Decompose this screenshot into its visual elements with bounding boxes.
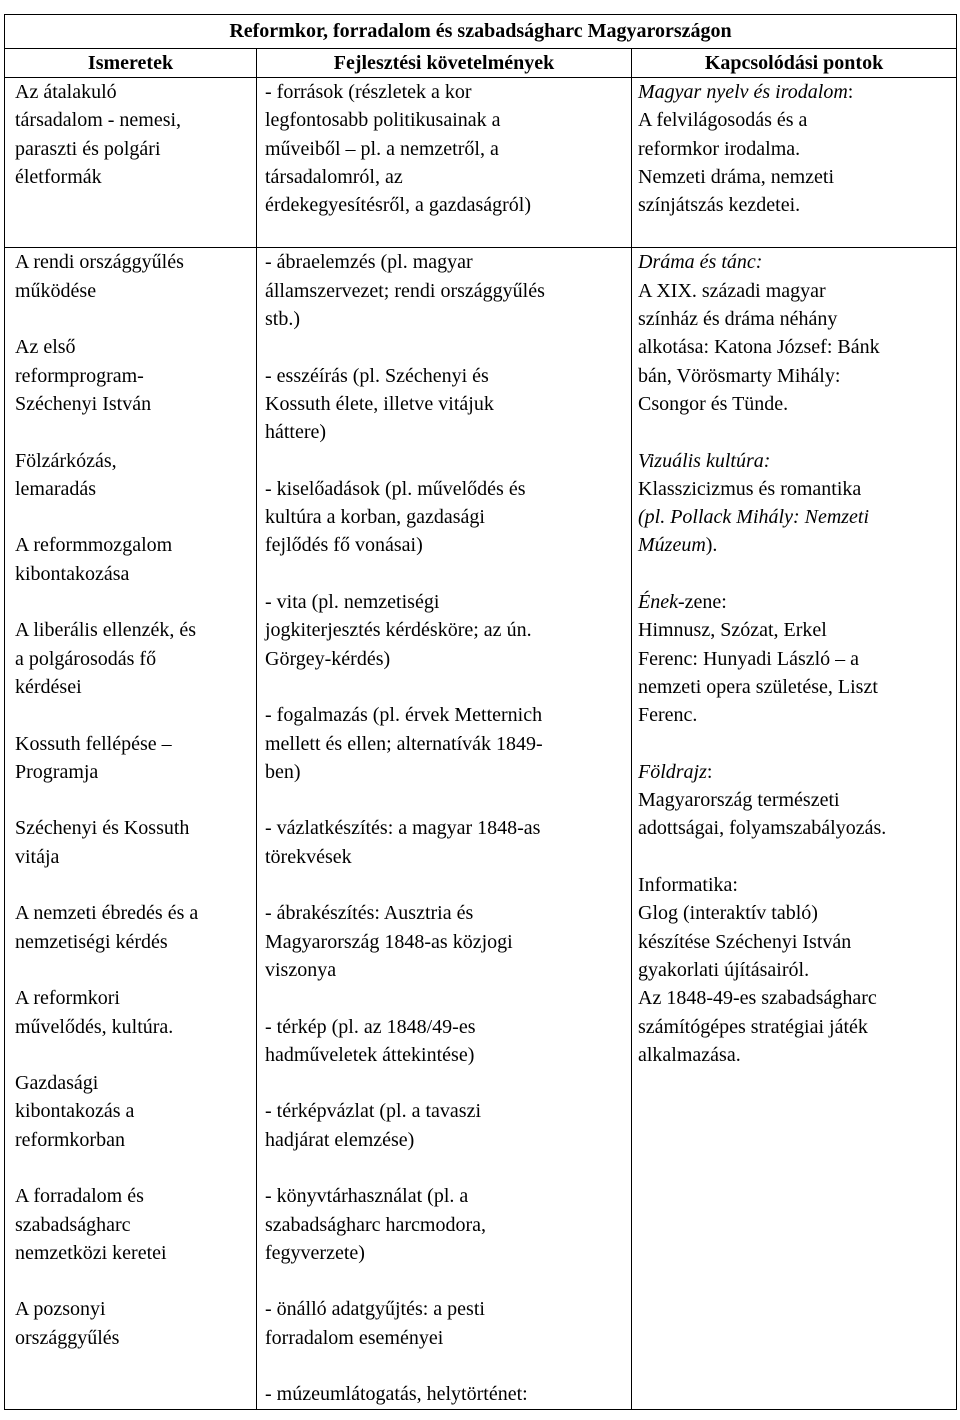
fejlesztes-item: - könyvtárhasználat (pl. a szabadságharc harcmodora, fegyverzete) <box>265 1185 486 1264</box>
ismeret-item: Az első reformprogram- Széchenyi István <box>15 336 152 415</box>
fejlesztes-item: - esszéírás (pl. Széchenyi és Kossuth élete, illetve vitájuk háttere) <box>265 364 494 444</box>
ismeret-item: Széchenyi és Kossuth vitája <box>15 817 190 868</box>
vizualis-text: Klasszicizmus és romantika <box>638 477 862 500</box>
fejlesztes-item: - múzeumlátogatás, helytörténet: <box>265 1383 528 1406</box>
ismeret-item: A forradalom és szabadságharc nemzetközi keretei <box>15 1185 167 1264</box>
ismeret-item: A nemzeti ébredés és a nemzetiségi kérdés <box>15 902 199 953</box>
informatika-heading: Informatika: <box>638 874 738 897</box>
fejlesztes-item: - ábraelemzés (pl. magyar államszervezet; rendi országgyűlés stb.) <box>265 251 545 331</box>
vizualis-example-end: ). <box>705 534 718 557</box>
fejlesztes-item: - térkép (pl. az 1848/49-es hadműveletek áttekintése) <box>265 1015 476 1066</box>
enek-text: Himnusz, Szózat, Erkel Ferenc: Hunyadi László – a nemzeti opera születése, Liszt Ferenc. <box>638 619 878 727</box>
fejlesztes-item: - kiselőadások (pl. művelődés és kultúra a korban, gazdasági fejlődés fő vonásai) <box>265 477 526 557</box>
header-ismeretek: Ismeretek <box>5 49 257 78</box>
header-kapcsolodasi-pontok: Kapcsolódási pontok <box>632 49 957 78</box>
ismeret-item: Gazdasági kibontakozás a reformkorban <box>15 1072 135 1151</box>
row2-kapcsolodas-cell <box>632 248 957 1409</box>
heading-colon: : <box>847 81 854 103</box>
foldrajz-heading <box>638 758 952 786</box>
curriculum-table <box>4 14 957 1410</box>
row1-fejlesztes-text: - források (részletek a kor legfontosabb politikusainak a műveiből – pl. a nemzetről, a társadalomról, az érdekegyesítésről, a gazdaságról) <box>265 81 531 217</box>
ismeret-item: A pozsonyi országgyűlés <box>15 1298 120 1349</box>
enek-heading <box>638 588 952 616</box>
informatika-text: Glog (interaktív tabló) készítése Széchenyi István gyakorlati újításairól. Az 1848-49-es szabadságharc számítógépes stratégiai játék alkalmazása. <box>638 902 877 1066</box>
drama-text: A XIX. századi magyar színház és dráma néhány alkotása: Katona József: Bánk bán, Vörösmarty Mihály: Csongor és Tünde. <box>638 279 880 415</box>
vizualis-heading: Vizuális kultúra: <box>638 449 771 472</box>
ismeret-item: A reformmozgalom kibontakozása <box>15 534 173 585</box>
row1-kapcsolodas-heading <box>638 78 952 106</box>
drama-heading: Dráma és tánc: <box>638 251 763 274</box>
row2-fejlesztes-cell <box>257 248 632 1409</box>
table-title: Reformkor, forradalom és szabadságharc Magyarországon <box>5 15 957 49</box>
header-row <box>5 49 957 78</box>
fejlesztes-item: - vázlatkészítés: a magyar 1848-as törekvések <box>265 817 541 868</box>
heading-magyar-nyelv: Magyar nyelv és irodalom <box>638 81 848 103</box>
foldrajz-heading-colon: : <box>706 760 713 783</box>
title-row <box>5 15 957 49</box>
row1-kapcsolodas-cell <box>632 78 957 248</box>
row1-ismeretek-text: Az átalakuló társadalom - nemesi, paraszti és polgári életformák <box>15 81 182 188</box>
vizualis-example-italic: (pl. Pollack Mihály: Nemzeti Múzeum <box>638 506 870 557</box>
fejlesztes-item: - önálló adatgyűjtés: a pesti forradalom eseményei <box>265 1298 485 1349</box>
vizualis-example <box>638 503 952 560</box>
row2-ismeretek-cell <box>5 248 257 1409</box>
fejlesztes-item: - fogalmazás (pl. érvek Metternich mellett és ellen; alternatívák 1849- ben) <box>265 704 543 783</box>
fejlesztes-item: - térképvázlat (pl. a tavaszi hadjárat elemzése) <box>265 1100 481 1151</box>
row1-fejlesztes-cell <box>257 78 632 248</box>
header-fejlesztesi-kovetelmenyek: Fejlesztési követelmények <box>257 49 632 78</box>
table-row <box>5 248 957 1409</box>
ismeret-item: A liberális ellenzék, és a polgárosodás fő kérdései <box>15 619 197 698</box>
table-row <box>5 78 957 248</box>
foldrajz-text: Magyarország természeti adottságai, folyamszabályozás. <box>638 789 887 840</box>
ismeret-item: A rendi országgyűlés működése <box>15 251 184 302</box>
foldrajz-heading-italic: Földrajz <box>638 760 707 783</box>
enek-heading-rest: -zene: <box>677 591 727 614</box>
ismeret-item: Kossuth fellépése – Programja <box>15 732 172 783</box>
ismeret-item: Fölzárkózás, lemaradás <box>15 449 117 500</box>
enek-heading-italic: Ének <box>638 591 678 614</box>
fejlesztes-item: - vita (pl. nemzetiségi jogkiterjesztés kérdésköre; az ún. Görgey-kérdés) <box>265 591 532 670</box>
row1-ismeretek-cell <box>5 78 257 248</box>
fejlesztes-item: - ábrakészítés: Ausztria és Magyarország 1848-as közjogi viszonya <box>265 902 513 981</box>
row1-kapcsolodas-text: A felvilágosodás és a reformkor irodalma. Nemzeti dráma, nemzeti színjátszás kezdetei. <box>638 109 835 217</box>
ismeret-item: A reformkori művelődés, kultúra. <box>15 987 174 1038</box>
